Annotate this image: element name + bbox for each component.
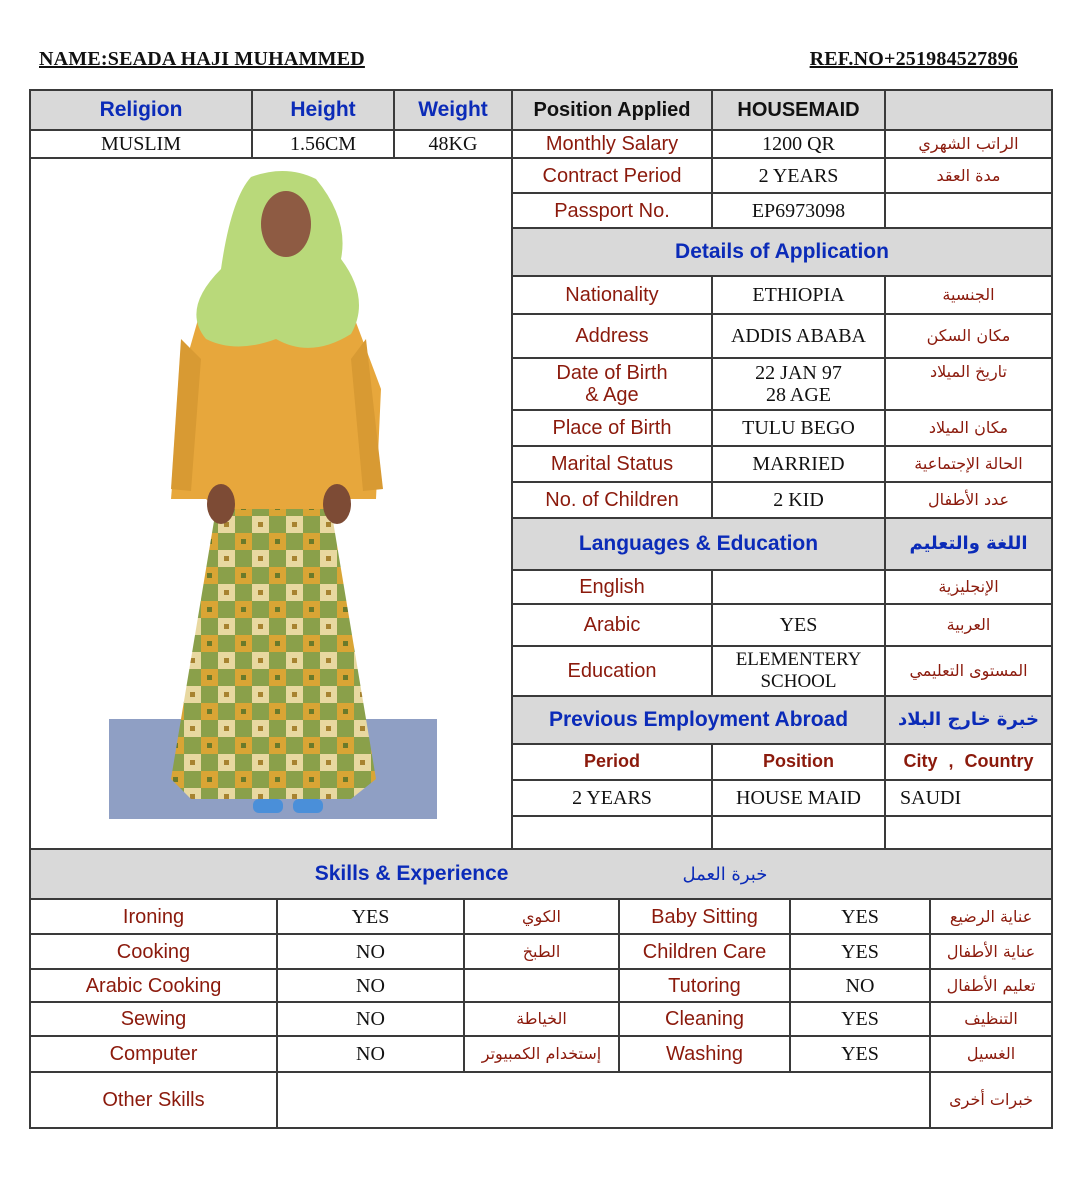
skill-cooking-arabic: الطبخ [464, 934, 619, 969]
languages-section-title-arabic: اللغة والتعليم [885, 518, 1052, 570]
skill-sewing-label: Sewing [30, 1002, 277, 1036]
skill-washing-value: YES [790, 1036, 930, 1072]
skill-ironing-label: Ironing [30, 899, 277, 934]
nationality-arabic: الجنسية [885, 276, 1052, 314]
contract-label: Contract Period [512, 158, 712, 193]
address-label: Address [512, 314, 712, 358]
religion-header: Religion [30, 90, 252, 130]
skill-arabic-cooking-arabic [464, 969, 619, 1002]
birthplace-value: TULU BEGO [712, 410, 885, 446]
employment-location-header [885, 744, 1052, 780]
birthplace-label: Place of Birth [512, 410, 712, 446]
other-skills-value [277, 1072, 930, 1128]
skills-section-title [30, 849, 1052, 899]
arabic-arabic: العربية [885, 604, 1052, 646]
other-skills-label: Other Skills [30, 1072, 277, 1128]
marital-value: MARRIED [712, 446, 885, 482]
skill-washing-arabic: الغسيل [930, 1036, 1052, 1072]
marital-label: Marital Status [512, 446, 712, 482]
passport-label: Passport No. [512, 193, 712, 228]
english-arabic: الإنجليزية [885, 570, 1052, 604]
education-value-line2: SCHOOL [760, 671, 837, 692]
skill-cleaning-label: Cleaning [619, 1002, 790, 1036]
skill-cleaning-value: YES [790, 1002, 930, 1036]
employment-period-value: 2 YEARS [512, 780, 712, 816]
education-arabic: المستوى التعليمي [885, 646, 1052, 696]
skill-tutoring-value: NO [790, 969, 930, 1002]
skill-ironing-value: YES [277, 899, 464, 934]
employment-empty-1 [512, 816, 712, 850]
skill-sewing-arabic: الخياطة [464, 1002, 619, 1036]
address-value: ADDIS ABABA [712, 314, 885, 358]
religion-value: MUSLIM [30, 130, 252, 158]
employment-city-header: City [903, 751, 938, 772]
contract-value: 2 YEARS [712, 158, 885, 193]
skill-computer-arabic: إستخدام الكمبيوتر [464, 1036, 619, 1072]
employment-comma: , [948, 751, 954, 772]
position-applied-value: HOUSEMAID [712, 90, 885, 130]
height-value: 1.56CM [252, 130, 394, 158]
skill-childcare-label: Children Care [619, 934, 790, 969]
nationality-label: Nationality [512, 276, 712, 314]
candidate-photo [31, 159, 511, 849]
weight-header: Weight [394, 90, 512, 130]
languages-section-title: Languages & Education [512, 518, 885, 570]
candidate-name: NAME:SEADA HAJI MUHAMMED [39, 48, 365, 70]
dob-label-line1: Date of Birth [556, 362, 668, 384]
employment-period-header: Period [512, 744, 712, 780]
skills-table [29, 848, 1053, 1129]
children-label: No. of Children [512, 482, 712, 518]
skills-title: Skills & Experience [314, 862, 509, 886]
reference-number: REF.NO+251984527896 [809, 48, 1018, 70]
skill-tutoring-arabic: تعليم الأطفال [930, 969, 1052, 1002]
employment-section-title: Previous Employment Abroad [512, 696, 885, 744]
dob-label [512, 358, 712, 410]
employment-country-header: Country [964, 751, 1034, 772]
profile-table [29, 89, 1053, 851]
english-value [712, 570, 885, 604]
arabic-label: Arabic [512, 604, 712, 646]
education-value [712, 646, 885, 696]
salary-value: 1200 QR [712, 130, 885, 158]
children-arabic: عدد الأطفال [885, 482, 1052, 518]
dob-label-line2: & Age [585, 384, 639, 406]
employment-empty-3 [885, 816, 1052, 850]
passport-value: EP6973098 [712, 193, 885, 228]
skill-ironing-arabic: الكوي [464, 899, 619, 934]
skill-babysitting-value: YES [790, 899, 930, 934]
education-label: Education [512, 646, 712, 696]
employment-empty-2 [712, 816, 885, 850]
employment-position-header: Position [712, 744, 885, 780]
skill-computer-value: NO [277, 1036, 464, 1072]
skill-arabic-cooking-value: NO [277, 969, 464, 1002]
contract-arabic: مدة العقد [885, 158, 1052, 193]
employment-position-value: HOUSE MAID [712, 780, 885, 816]
skill-tutoring-label: Tutoring [619, 969, 790, 1002]
skill-cleaning-arabic: التنظيف [930, 1002, 1052, 1036]
salary-label: Monthly Salary [512, 130, 712, 158]
weight-value: 48KG [394, 130, 512, 158]
english-label: English [512, 570, 712, 604]
employment-country-value: SAUDI [885, 780, 1052, 816]
dob-arabic: تاريخ الميلاد [885, 358, 1052, 410]
birthplace-arabic: مكان الميلاد [885, 410, 1052, 446]
position-applied-blank [885, 90, 1052, 130]
skills-title-arabic: خبرة العمل [682, 864, 768, 886]
skill-cooking-label: Cooking [30, 934, 277, 969]
skill-babysitting-label: Baby Sitting [619, 899, 790, 934]
skill-babysitting-arabic: عناية الرضيع [930, 899, 1052, 934]
education-value-line1: ELEMENTERY [735, 649, 862, 671]
skill-cooking-value: NO [277, 934, 464, 969]
skill-sewing-value: NO [277, 1002, 464, 1036]
age-value: 28 AGE [766, 384, 831, 406]
nationality-value: ETHIOPIA [712, 276, 885, 314]
other-skills-arabic: خبرات أخرى [930, 1072, 1052, 1128]
children-value: 2 KID [712, 482, 885, 518]
height-header: Height [252, 90, 394, 130]
photo-cell [30, 158, 512, 850]
skill-childcare-arabic: عناية الأطفال [930, 934, 1052, 969]
address-arabic: مكان السكن [885, 314, 1052, 358]
passport-arabic [885, 193, 1052, 228]
employment-section-title-arabic: خبرة خارج البلاد [885, 696, 1052, 744]
skill-arabic-cooking-label: Arabic Cooking [30, 969, 277, 1002]
skill-washing-label: Washing [619, 1036, 790, 1072]
marital-arabic: الحالة الإجتماعية [885, 446, 1052, 482]
details-section-title: Details of Application [512, 228, 1052, 276]
arabic-value: YES [712, 604, 885, 646]
skill-computer-label: Computer [30, 1036, 277, 1072]
skill-childcare-value: YES [790, 934, 930, 969]
salary-arabic: الراتب الشهري [885, 130, 1052, 158]
dob-value [712, 358, 885, 410]
dob-date: 22 JAN 97 [755, 362, 842, 384]
position-applied-label: Position Applied [512, 90, 712, 130]
